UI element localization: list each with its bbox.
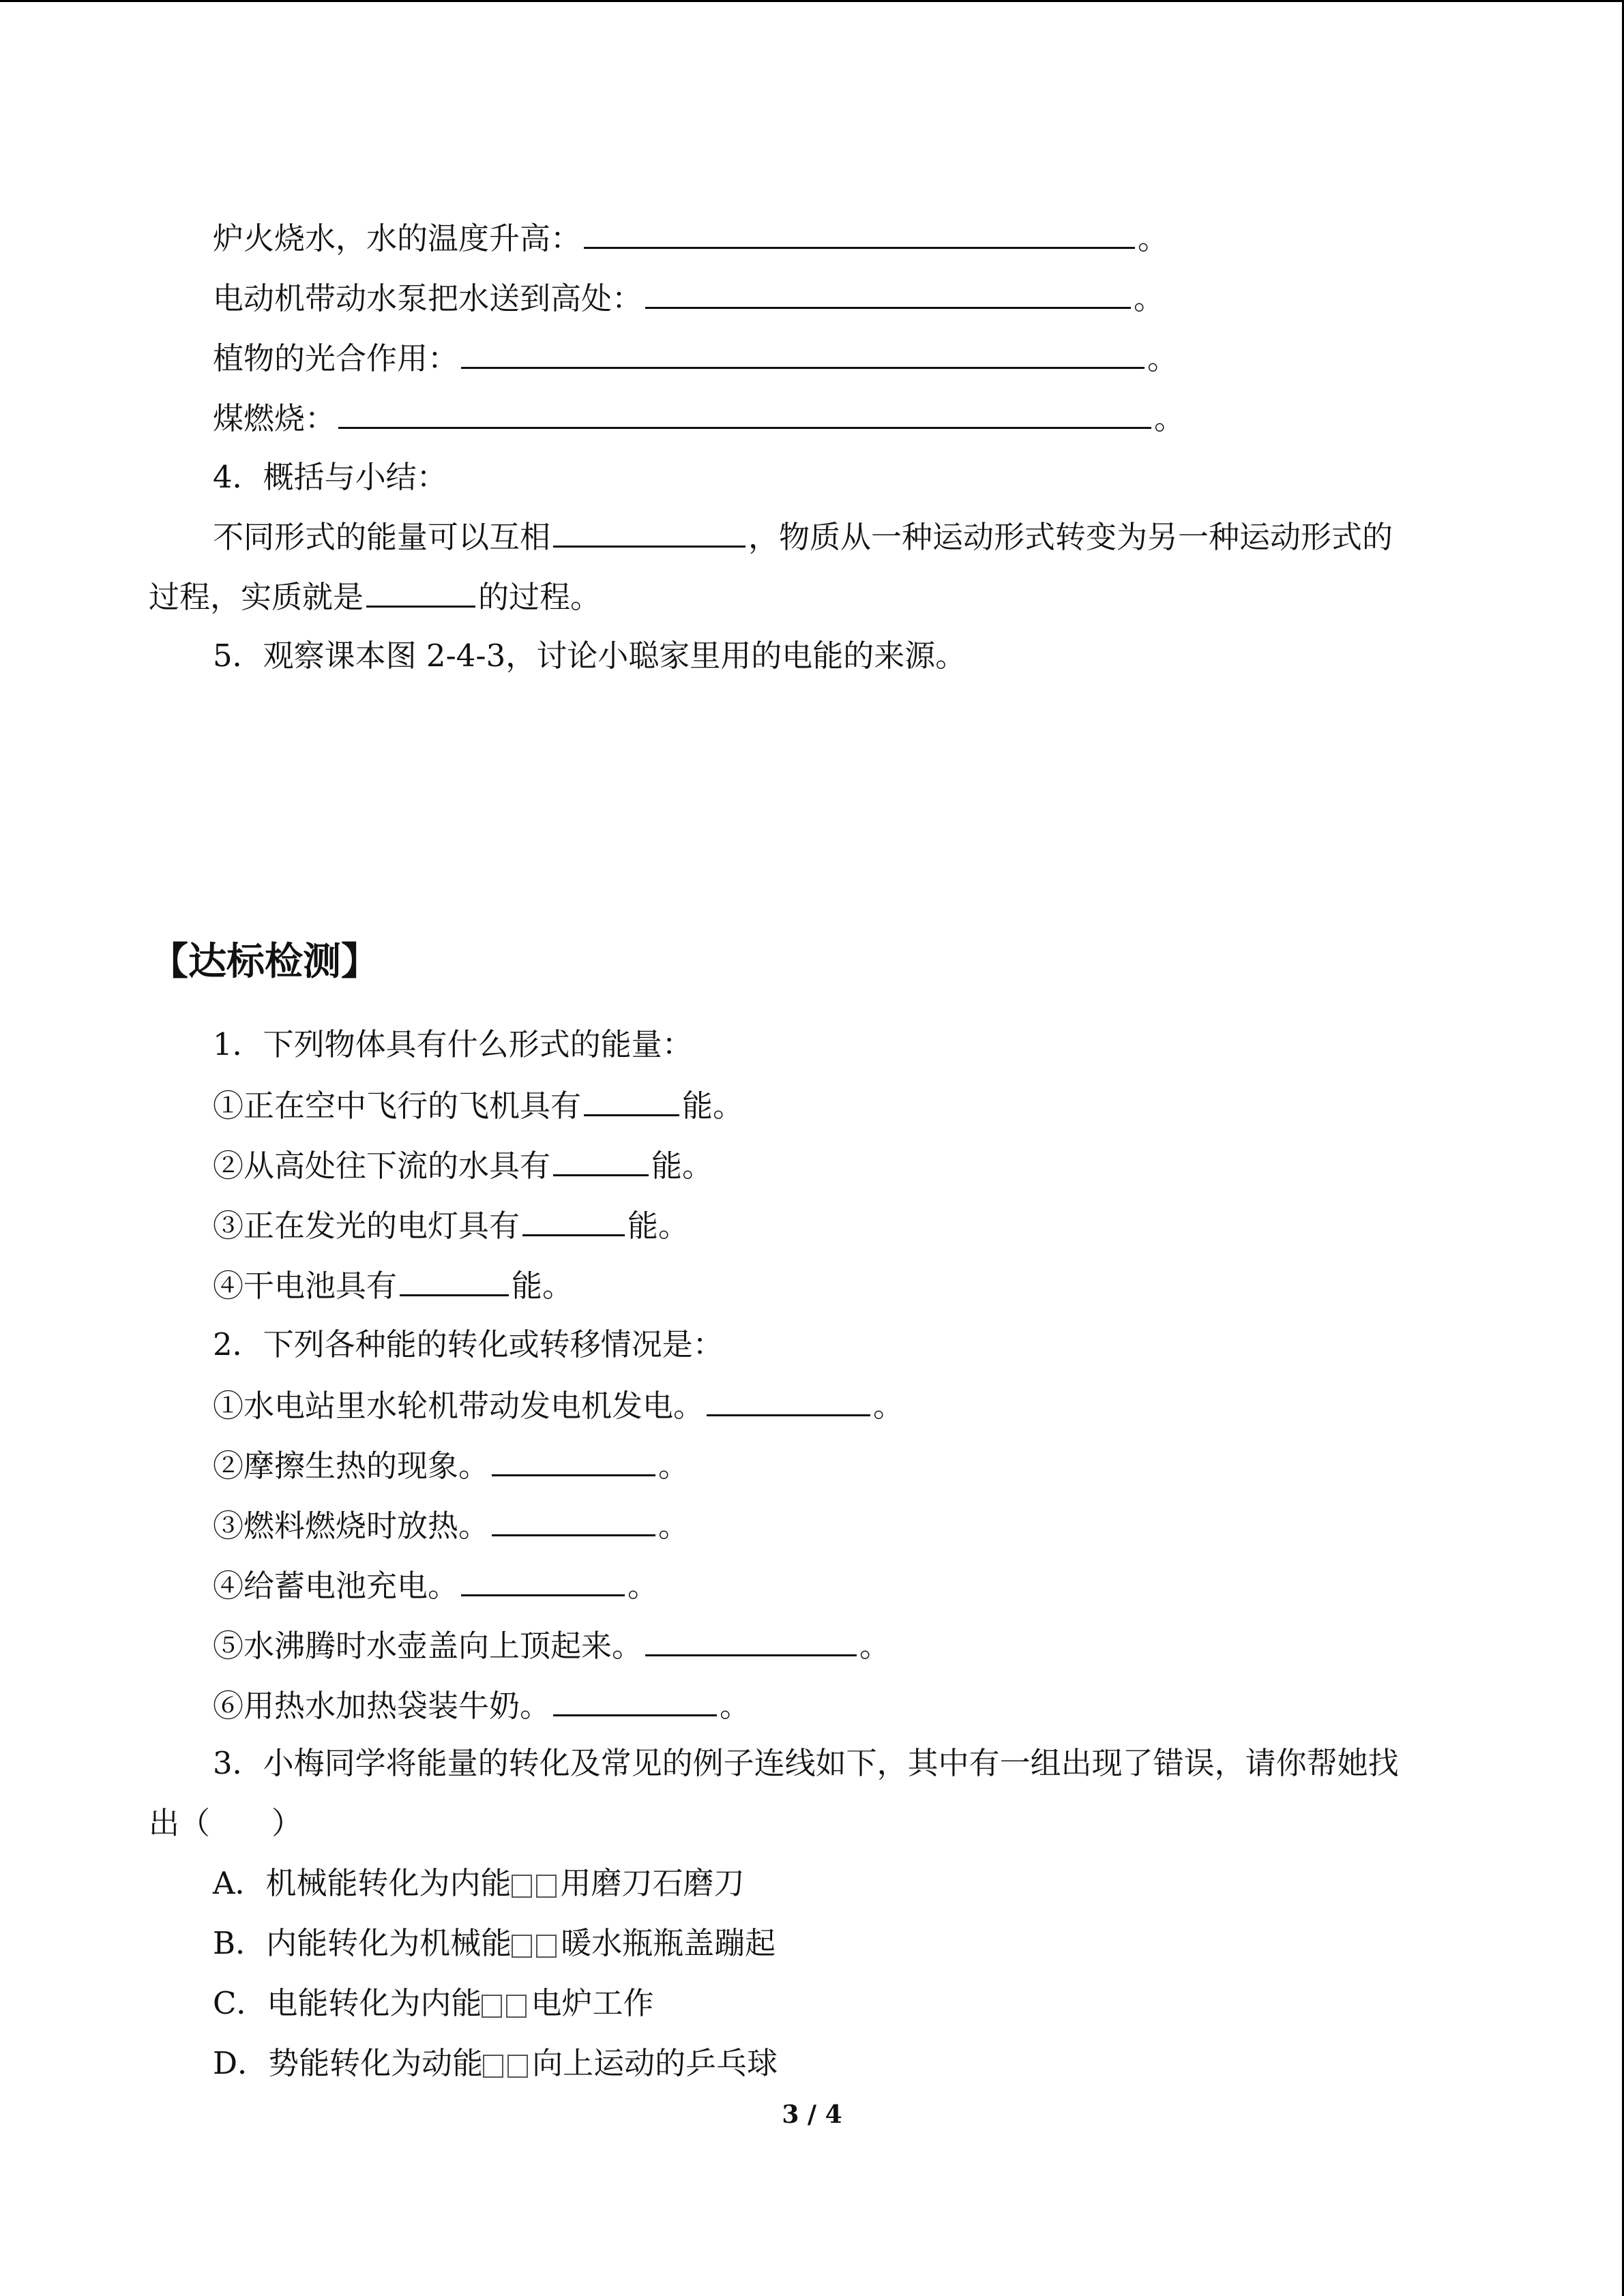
q1-item1 xyxy=(213,1084,743,1127)
q4-blank1[interactable] xyxy=(553,516,745,548)
q3-option-b-example: 暖水瓶瓶盖蹦起 xyxy=(561,1925,776,1961)
q2-item3-blank[interactable] xyxy=(492,1504,655,1536)
q1-suffix: 能。 xyxy=(512,1268,574,1304)
q1-suffix: 能。 xyxy=(651,1148,713,1184)
section-title: 【达标检测】 xyxy=(150,939,379,984)
q1-item3-text: ③正在发光的电灯具有 xyxy=(213,1208,520,1244)
coal-line xyxy=(213,397,1185,439)
q1-item2 xyxy=(213,1144,713,1187)
q1-item4-text: ④干电池具有 xyxy=(213,1268,398,1304)
q4-title: 4．概括与小结： xyxy=(213,459,447,495)
q3-option-d-example: 向上运动的乒乓球 xyxy=(532,2045,778,2081)
q4-line1-a: 不同形式的能量可以互相 xyxy=(213,519,551,555)
end-mark: 。 xyxy=(859,1628,891,1664)
photosynthesis-line xyxy=(213,337,1178,379)
connector-box xyxy=(506,1995,527,2018)
fire-boil-label: 炉火烧水，水的温度升高： xyxy=(213,220,582,256)
photosynthesis-label: 植物的光合作用： xyxy=(213,340,459,376)
q3-option-c-label: C．电能转化为内能 xyxy=(213,1985,482,2021)
q1-item2-text: ②从高处往下流的水具有 xyxy=(213,1148,551,1184)
q1-item3-blank[interactable] xyxy=(522,1204,625,1236)
q3-option-b[interactable] xyxy=(213,1923,776,1964)
q1-item1-blank[interactable] xyxy=(584,1084,679,1116)
q2-item4-blank[interactable] xyxy=(461,1564,625,1596)
q4-line1 xyxy=(213,516,1393,558)
end-mark: 。 xyxy=(628,1568,659,1604)
q2-item5-blank[interactable] xyxy=(645,1624,857,1656)
connector-box xyxy=(483,2055,503,2078)
q2-item1-text: ①水电站里水轮机带动发电机发电。 xyxy=(213,1388,705,1424)
q3-option-c-example: 电炉工作 xyxy=(531,1985,654,2021)
q4-line2-a: 过程，实质就是 xyxy=(149,579,364,615)
connector-box xyxy=(512,1935,532,1958)
q3-option-b-label: B．内能转化为机械能 xyxy=(213,1925,512,1961)
q1-item2-blank[interactable] xyxy=(553,1144,649,1176)
q3-line1: 3．小梅同学将能量的转化及常见的例子连线如下，其中有一组出现了错误，请你帮她找 xyxy=(213,1745,1399,1781)
q1-item4-blank[interactable] xyxy=(400,1264,509,1296)
q2-item4 xyxy=(213,1564,658,1607)
end-mark: 。 xyxy=(658,1448,690,1484)
q2-title: 2．下列各种能的转化或转移情况是： xyxy=(213,1326,724,1362)
q3-option-d-label: D．势能转化为动能 xyxy=(213,2045,484,2081)
q5-text: 5．观察课本图 2-4-3，讨论小聪家里用的电能的来源。 xyxy=(213,638,966,674)
end-mark: 。 xyxy=(1138,220,1169,256)
end-mark: 。 xyxy=(1154,400,1185,436)
q1-suffix: 能。 xyxy=(682,1088,744,1124)
motor-pump-label: 电动机带动水泵把水送到高处： xyxy=(213,280,643,316)
q4-line2 xyxy=(149,576,601,618)
q3-line2: 出（ ） xyxy=(149,1805,303,1841)
coal-label: 煤燃烧： xyxy=(213,400,336,436)
q3-option-c[interactable] xyxy=(213,1983,653,2024)
q2-item5 xyxy=(213,1624,890,1667)
q3-option-a-label: A．机械能转化为内能 xyxy=(213,1865,512,1901)
page-number: 3 / 4 xyxy=(782,2100,842,2129)
q1-item1-text: ①正在空中飞行的飞机具有 xyxy=(213,1088,582,1124)
q4-blank2[interactable] xyxy=(366,576,475,608)
motor-pump-line xyxy=(213,277,1164,319)
end-mark: 。 xyxy=(873,1388,904,1424)
end-mark: 。 xyxy=(658,1508,690,1544)
connector-box xyxy=(482,1995,502,2018)
q4-line2-b: 的过程。 xyxy=(478,579,602,615)
connector-box xyxy=(536,1935,557,1958)
motor-pump-blank[interactable] xyxy=(645,277,1131,309)
q3-option-a-example: 用磨刀石磨刀 xyxy=(560,1865,745,1901)
coal-blank[interactable] xyxy=(338,397,1151,429)
q1-title: 1．下列物体具有什么形式的能量： xyxy=(213,1026,693,1062)
q2-item6-blank[interactable] xyxy=(553,1684,717,1716)
q1-suffix: 能。 xyxy=(628,1208,690,1244)
q2-item1-blank[interactable] xyxy=(707,1384,870,1416)
q4-line1-b: ，物质从一种运动形式转变为另一种运动形式的 xyxy=(748,519,1393,555)
q1-item4 xyxy=(213,1264,573,1307)
connector-box xyxy=(536,1875,557,1898)
q3-option-a[interactable] xyxy=(213,1863,745,1904)
end-mark: 。 xyxy=(720,1688,751,1724)
q1-item3 xyxy=(213,1204,689,1247)
q2-item2-blank[interactable] xyxy=(492,1444,655,1476)
fire-boil-blank[interactable] xyxy=(584,217,1135,249)
q2-item4-text: ④给蓄电池充电。 xyxy=(213,1568,459,1604)
connector-box xyxy=(507,2055,528,2078)
connector-box xyxy=(512,1875,532,1898)
q2-item2-text: ②摩擦生热的现象。 xyxy=(213,1448,490,1484)
fire-boil-line xyxy=(213,217,1168,259)
q3-option-d[interactable] xyxy=(213,2043,778,2084)
q2-item2 xyxy=(213,1444,689,1487)
end-mark: 。 xyxy=(1147,340,1179,376)
end-mark: 。 xyxy=(1134,280,1165,316)
top-border xyxy=(0,0,1624,2)
q2-item1 xyxy=(213,1384,904,1427)
q2-item3-text: ③燃料燃烧时放热。 xyxy=(213,1508,490,1544)
q2-item3 xyxy=(213,1504,689,1547)
q2-item5-text: ⑤水沸腾时水壶盖向上顶起来。 xyxy=(213,1628,643,1664)
photosynthesis-blank[interactable] xyxy=(461,337,1145,369)
q2-item6 xyxy=(213,1684,750,1727)
q2-item6-text: ⑥用热水加热袋装牛奶。 xyxy=(213,1688,551,1724)
